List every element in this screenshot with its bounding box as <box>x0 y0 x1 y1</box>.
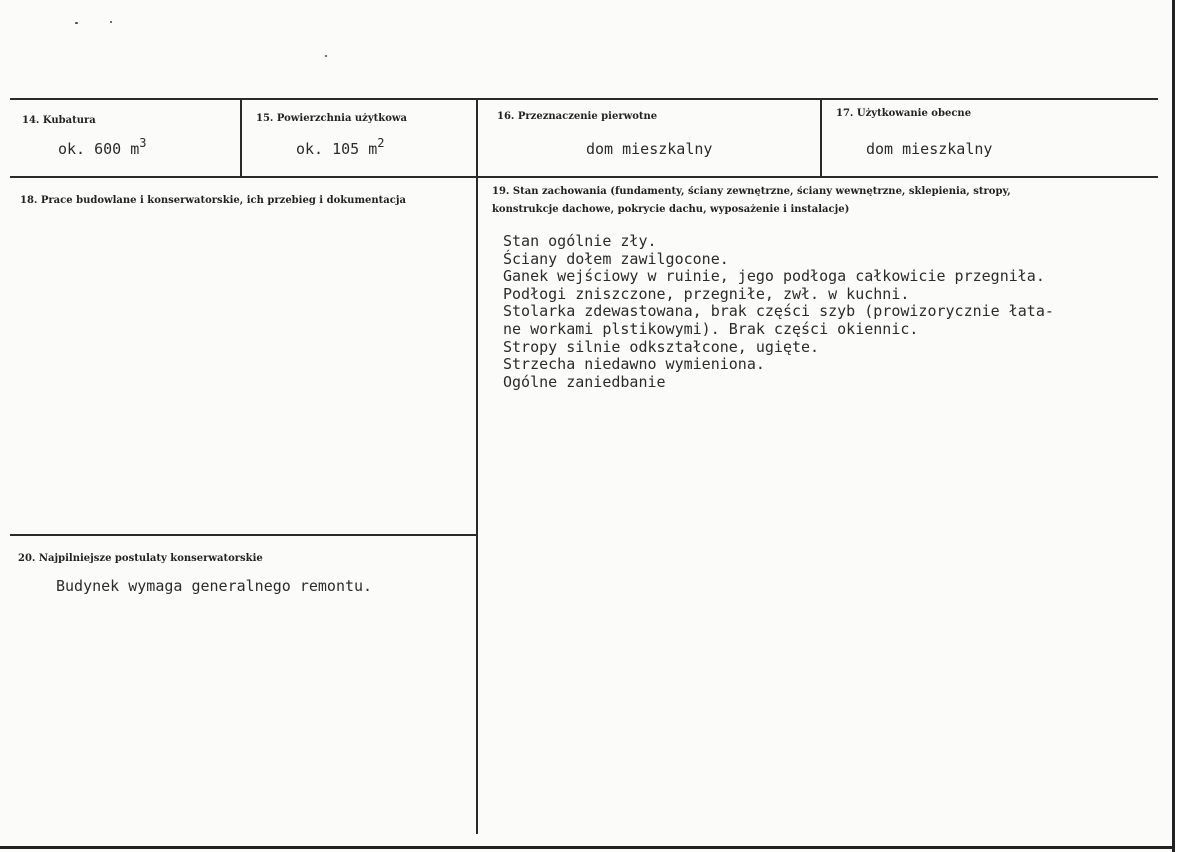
field-16-value: dom mieszkalny <box>586 140 713 158</box>
row-divider-1 <box>10 176 1158 178</box>
field-14-label: 14. Kubatura <box>22 115 96 126</box>
paper-speck <box>325 55 327 57</box>
state-line: Stropy silnie odkształcone, ugięte. <box>503 337 820 356</box>
field-15-unit-sup: 2 <box>377 136 385 150</box>
field-19-label-line1: 19. Stan zachowania (fundamenty, ściany zewnętrzne, ściany wewnętrzne, sklepienia, stropy, <box>492 186 1011 197</box>
state-line: ne workami plstikowymi). Brak części okiennic. <box>503 319 919 338</box>
field-14-value-text: ok. 600 m <box>58 140 140 158</box>
field-17-label: 17. Użytkowanie obecne <box>836 108 972 119</box>
state-line: Podłogi zniszczone, przegniłe, zwł. w kuchni. <box>503 284 910 303</box>
field-14-unit-sup: 3 <box>139 136 147 150</box>
column-divider-16-17 <box>820 98 822 178</box>
sheet-bottom-edge <box>0 846 1175 849</box>
state-line: Ogólne zaniedbanie <box>503 372 666 391</box>
state-line: Ganek wejściowy w ruinie, jego podłoga całkowicie przegniła. <box>503 267 1045 286</box>
row-divider-2 <box>10 534 476 536</box>
field-15-label: 15. Powierzchnia użytkowa <box>256 113 407 124</box>
state-line: Stan ogólnie zły. <box>503 232 657 250</box>
field-20-label: 20. Najpilniejsze postulaty konserwatorskie <box>18 553 263 564</box>
state-line: Strzecha niedawno wymieniona. <box>503 355 765 374</box>
field-17-value: dom mieszkalny <box>866 140 993 158</box>
field-16-label: 16. Przeznaczenie pierwotne <box>497 111 658 122</box>
state-line: Stolarka zdewastowana, brak części szyb (prowizorycznie łata- <box>503 302 1054 321</box>
sheet-right-edge <box>1172 0 1175 852</box>
field-19-text-block <box>503 233 1054 391</box>
paper-speck <box>75 22 78 24</box>
field-14-value <box>58 136 147 158</box>
column-divider-14-15 <box>240 98 242 178</box>
field-15-value-text: ok. 105 m <box>296 140 378 158</box>
field-20-value: Budynek wymaga generalnego remontu. <box>56 577 373 595</box>
field-15-value <box>296 136 385 158</box>
paper-speck <box>110 21 112 23</box>
state-line: Ściany dołem zawilgocone. <box>503 249 729 268</box>
table-top-border <box>10 98 1158 100</box>
field-18-label: 18. Prace budowlane i konserwatorskie, ich przebieg i dokumentacja <box>20 195 406 206</box>
field-19-label-line2: konstrukcje dachowe, pokrycie dachu, wyposażenie i instalacje) <box>492 204 850 215</box>
column-divider-main <box>476 98 478 834</box>
